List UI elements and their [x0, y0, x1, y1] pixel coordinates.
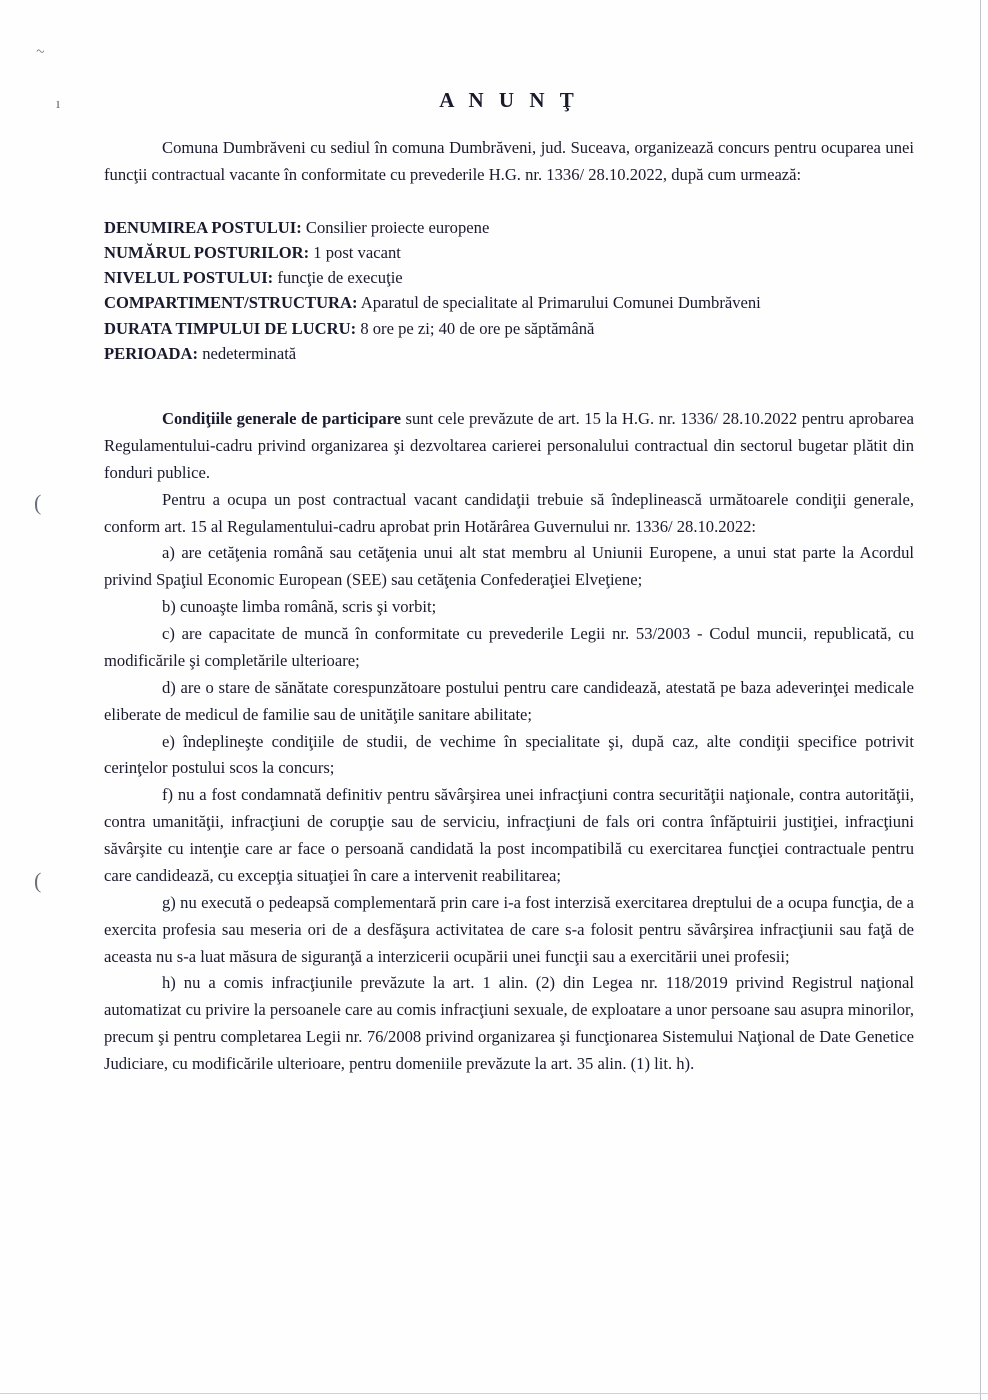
scan-artifact-mark: ( — [34, 868, 42, 893]
field-value: 1 post vacant — [313, 242, 401, 262]
field-durata-timpului-de-lucru — [104, 316, 914, 341]
field-compartiment-structura — [104, 290, 914, 315]
requirement-item-c: c) are capacitate de muncă în conformitate cu prevederile Legii nr. 53/2003 - Codul muncii, republicată, cu modificările şi completările ulterioare; — [104, 624, 914, 670]
field-numarul-posturilor — [104, 240, 914, 265]
requirement-item-b: b) cunoaşte limba română, scris şi vorbit; — [162, 597, 437, 617]
general-conditions-lead: Condiţiile generale de participare — [162, 409, 402, 429]
scan-edge-right — [980, 0, 981, 1400]
general-conditions-paragraph — [104, 406, 914, 487]
field-value: funcţie de execuţie — [277, 268, 403, 288]
page-title: A N U N Ţ — [439, 88, 579, 112]
field-perioada — [104, 341, 914, 366]
requirement-item-f: f) nu a fost condamnată definitiv pentru săvârşirea unei infracţiuni contra securităţii naţionale, contra autorităţii, contra umanităţii, infracţiuni de corupţie sau de serviciu, infracţiuni de fals ori contra înfăptuirii justiţiei, infracţiuni săvârşite cu intenţie care ar face o persoană candidată la post incompatibilă cu exercitarea funcţiei contractuale pentru care candidează, cu excepţia situaţiei în care a intervenit reabilitarea; — [104, 785, 914, 885]
scan-artifact-mark: ~ — [34, 43, 46, 61]
general-conditions-rest: sunt cele prevăzute de art. 15 la H.G. nr. 1336/ 28.10.2022 pentru aprobarea Regulamentului-cadru privind organizarea şi dezvoltarea carierei personalului contractual din sectorul bugetar plătit din fonduri publice. — [104, 409, 914, 482]
intro-paragraph: Comuna Dumbrăveni cu sediul în comuna Dumbrăveni, jud. Suceava, organizează concurs pentru ocuparea unei funcţii contractual vacante în conformitate cu prevederile H.G. nr. 1336/ 28.10.2022, după cum urmează: — [104, 138, 914, 184]
field-nivelul-postului — [104, 265, 914, 290]
requirement-item-d: d) are o stare de sănătate corespunzătoare postului pentru care candidează, atestată pe baza adeverinţei medicale eliberate de medicul de familie sau de unităţile sanitare abilitate; — [104, 677, 914, 724]
requirement-item-g: g) nu execută o pedeapsă complementară prin care i-a fost interzisă exercitarea dreptului de a ocupa funcţia, de a exercita profesia sau meseria ori de a desfăşura activitatea de care s-a folosit pentru săvârşirea infracţiunii sau faţă de aceasta nu s-a luat măsura de siguranţă a interzicerii ocupării unei funcţii sau a exercitării unei profesii; — [104, 892, 914, 966]
field-label: NIVELUL POSTULUI: — [104, 268, 274, 288]
field-value: 8 ore pe zi; 40 de ore pe săptămână — [360, 318, 595, 338]
document-body — [104, 88, 914, 1078]
field-label: PERIOADA: — [104, 343, 199, 363]
field-label: COMPARTIMENT/STRUCTURA: — [104, 293, 358, 313]
scan-edge-bottom — [0, 1393, 988, 1394]
field-label: NUMĂRUL POSTURILOR: — [104, 242, 310, 262]
scan-artifact-mark: ı — [56, 96, 61, 112]
field-value: nedeterminată — [202, 343, 297, 363]
field-label: DENUMIREA POSTULUI: — [104, 217, 302, 237]
requirement-item-e: e) îndeplineşte condiţiile de studii, de vechime în specialitate şi, după caz, alte condiţii specifice potrivit cerinţelor postului scos la concurs; — [104, 731, 914, 778]
field-value: Aparatul de specialitate al Primarului Comunei Dumbrăveni — [360, 293, 761, 313]
requirement-item-h: h) nu a comis infracţiunile prevăzute la art. 1 alin. (2) din Legea nr. 118/2019 privind Registrul naţional automatizat cu privire la persoanele care au comis infracţiuni sexuale, de exploatare a unor persoane sau asupra minorilor, precum şi pentru completarea Legii nr. 76/2008 privind organizarea şi funcţionarea Sistemului Naţional de Date Genetice Judiciare, cu modificările ulterioare, pentru domeniile prevăzute la art. 35 alin. (1) lit. h). — [104, 973, 914, 1074]
field-denumirea-postului — [104, 215, 914, 240]
scan-artifact-mark: ( — [34, 490, 42, 515]
requirements-intro-paragraph: Pentru a ocupa un post contractual vacant candidaţii trebuie să îndeplinească următoarele condiţii generale, conform art. 15 al Regulamentului-cadru aprobat prin Hotărârea Guvernului nr. 1336/ 28.10.2022: — [104, 489, 914, 536]
field-value: Consilier proiecte europene — [305, 217, 490, 237]
requirement-item-a: a) are cetăţenia română sau cetăţenia unui alt stat membru al Uniunii Europene, a unui stat parte la Acordul privind Spaţiul Economic European (SEE) sau cetăţenia Confederaţiei Elveţiene; — [104, 543, 914, 590]
job-details-block — [104, 215, 914, 366]
field-label: DURATA TIMPULUI DE LUCRU: — [104, 318, 357, 338]
